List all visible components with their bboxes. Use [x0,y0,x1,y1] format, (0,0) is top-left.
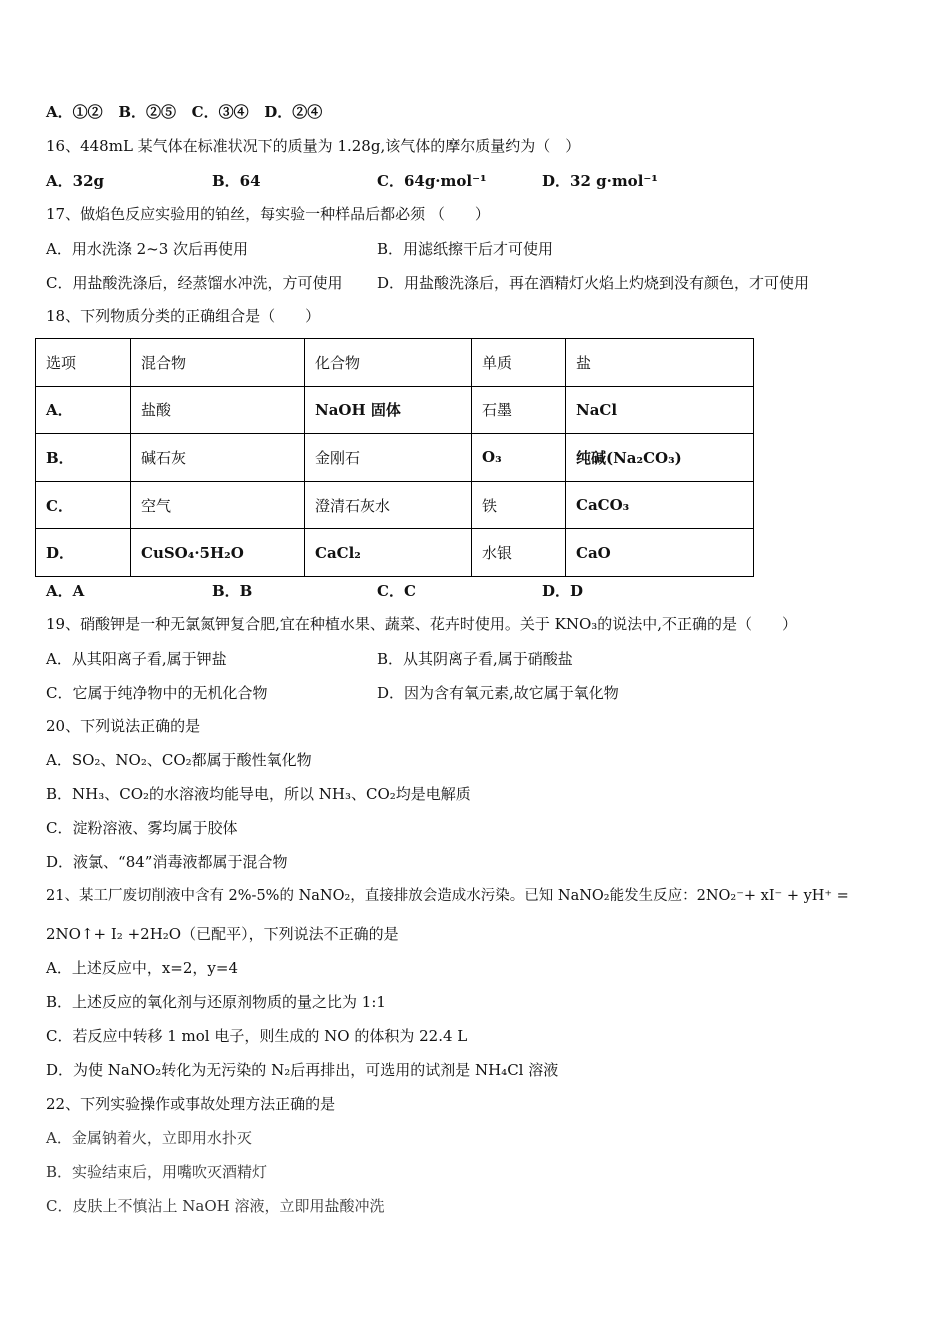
option: C．若反应中转移 1 mol 电子，则生成的 NO 的体积为 22.4 L [46,1027,468,1045]
table-cell: CaO [566,529,754,577]
option: D．液氯、“84”消毒液都属于混合物 [46,853,288,871]
q15-options [46,102,322,122]
table-cell: 水银 [472,529,566,577]
option: D．因为含有氧元素,故它属于氧化物 [377,684,619,702]
table-row [36,434,754,482]
option: D．②④ [264,103,323,121]
table-cell: CaCl₂ [305,529,472,577]
q17-stem: 17、做焰色反应实验用的铂丝，每实验一种样品后都必须 （ ） [46,205,490,223]
table-cell: 盐酸 [131,386,305,434]
table-cell: B． [36,434,131,482]
table-cell: 石墨 [472,386,566,434]
option: B．用滤纸擦干后才可使用 [377,240,554,258]
table-row [36,386,754,434]
table-cell: 纯碱(Na₂CO₃) [566,434,754,482]
q19-stem: 19、硝酸钾是一种无氯氮钾复合肥,宜在种植水果、蔬菜、花卉时使用。关于 KNO₃的说法中,不正确的是（ ） [46,615,798,633]
q18-stem: 18、下列物质分类的正确组合是（ ） [46,307,321,325]
q21-stem: 21、某工厂废切削液中含有 2%-5%的 NaNO₂，直接排放会造成水污染。已知 NaNO₂能发生反应：2NO₂⁻+ xI⁻ + yH⁺ = [46,888,849,904]
option: C．用盐酸洗涤后，经蒸馏水冲洗，方可使用 [46,274,343,292]
option: D．32 g·mol⁻¹ [542,172,658,190]
table-row [36,529,754,577]
table-header: 盐 [566,339,754,387]
option: D．用盐酸洗涤后，再在酒精灯火焰上灼烧到没有颜色，才可使用 [377,274,810,292]
table-header: 单质 [472,339,566,387]
classification-table [35,338,754,577]
table-cell: 金刚石 [305,434,472,482]
option: B．实验结束后，用嘴吹灭酒精灯 [46,1163,268,1181]
table-cell: 空气 [131,481,305,529]
option: C．③④ [191,103,249,121]
table-cell: 澄清石灰水 [305,481,472,529]
option: A．用水洗涤 2~3 次后再使用 [46,240,249,258]
table-cell: 铁 [472,481,566,529]
table-cell: NaCl [566,386,754,434]
option: C．它属于纯净物中的无机化合物 [46,684,268,702]
option: B．B [212,582,253,600]
option: C．淀粉溶液、雾均属于胶体 [46,819,238,837]
table-header: 混合物 [131,339,305,387]
option: C．皮肤上不慎沾上 NaOH 溶液，立即用盐酸冲洗 [46,1197,385,1215]
option: D．D [542,582,584,600]
table-row [36,481,754,529]
option: C．C [377,582,416,600]
option: A．从其阳离子看,属于钾盐 [46,650,227,668]
option: B．上述反应的氧化剂与还原剂物质的量之比为 1:1 [46,993,386,1011]
option: C．64g·mol⁻¹ [377,172,487,190]
option: A．上述反应中，x=2，y=4 [46,959,238,977]
option: A．①② [46,103,103,121]
option: A．32g [46,172,105,190]
table-header: 化合物 [305,339,472,387]
table-cell: CaCO₃ [566,481,754,529]
option: B．64 [212,172,261,190]
option: A．SO₂、NO₂、CO₂都属于酸性氧化物 [46,751,312,769]
table-cell: 碱石灰 [131,434,305,482]
option: A．金属钠着火，立即用水扑灭 [46,1129,252,1147]
table-cell: C． [36,481,131,529]
table-cell: O₃ [472,434,566,482]
table-header-row [36,339,754,387]
q21-stem-continued: 2NO↑+ I₂ +2H₂O（已配平），下列说法不正确的是 [46,925,399,943]
option: A．A [46,582,85,600]
q16-stem: 16、448mL 某气体在标准状况下的质量为 1.28g,该气体的摩尔质量约为（ ） [46,137,581,155]
option: B．②⑤ [118,103,176,121]
table-cell: D． [36,529,131,577]
option: D．为使 NaNO₂转化为无污染的 N₂后再排出，可选用的试剂是 NH₄Cl 溶液 [46,1061,559,1079]
option: B．NH₃、CO₂的水溶液均能导电，所以 NH₃、CO₂均是电解质 [46,785,471,803]
table-cell: A． [36,386,131,434]
table-header: 选项 [36,339,131,387]
q20-stem: 20、下列说法正确的是 [46,717,201,735]
q22-stem: 22、下列实验操作或事故处理方法正确的是 [46,1095,336,1113]
option: B．从其阴离子看,属于硝酸盐 [377,650,573,668]
table-cell: CuSO₄·5H₂O [131,529,305,577]
table-cell: NaOH 固体 [305,386,472,434]
